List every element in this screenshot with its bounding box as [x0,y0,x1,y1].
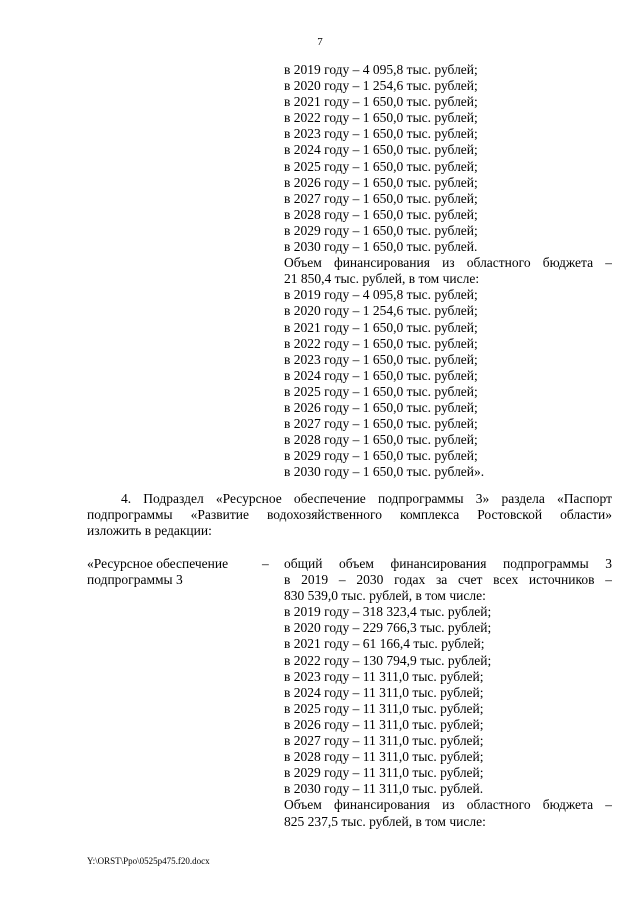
yearly-funding-line: в 2027 году – 1 650,0 тыс. рублей; [284,416,478,432]
label-dash: – [262,556,269,571]
regional-funding-heading-2: Объем финансирования из областного бюджета – [284,797,612,813]
yearly-funding-line: в 2029 году – 1 650,0 тыс. рублей; [284,448,478,464]
yearly-funding-line: в 2027 году – 11 311,0 тыс. рублей; [284,733,484,749]
yearly-funding-line: в 2021 году – 61 166,4 тыс. рублей; [284,636,485,652]
amendment-paragraph [87,491,612,539]
yearly-funding-line: в 2030 году – 11 311,0 тыс. рублей. [284,781,484,797]
funding-column-bottom [284,556,612,830]
yearly-funding-line: в 2022 году – 130 794,9 тыс. рублей; [284,652,492,668]
yearly-funding-line: в 2025 году – 1 650,0 тыс. рублей; [284,158,478,174]
yearly-funding-line: в 2028 году – 11 311,0 тыс. рублей; [284,749,484,765]
yearly-funding-line: в 2024 году – 11 311,0 тыс. рублей; [284,684,484,700]
yearly-funding-line: в 2020 году – 1 254,6 тыс. рублей; [284,78,478,94]
total-line-1: общий объем финансирования подпрограммы 3 [284,556,612,571]
yearly-funding-line: в 2019 году – 4 095,8 тыс. рублей; [284,62,478,77]
yearly-funding-line: в 2019 году – 4 095,8 тыс. рублей; [284,287,478,303]
resource-label-line-1: «Ресурсное обеспечение [87,556,229,571]
yearly-funding-line: в 2022 году – 1 650,0 тыс. рублей; [284,110,478,126]
yearly-funding-line: в 2023 году – 1 650,0 тыс. рублей; [284,126,478,142]
yearly-funding-line: в 2024 году – 1 650,0 тыс. рублей; [284,142,478,158]
regional-funding-total: 21 850,4 тыс. рублей, в том числе: [284,271,480,287]
yearly-funding-line: в 2020 году – 1 254,6 тыс. рублей; [284,303,478,319]
yearly-funding-line: в 2023 году – 1 650,0 тыс. рублей; [284,351,478,367]
yearly-funding-line: в 2020 году – 229 766,3 тыс. рублей; [284,620,492,636]
yearly-funding-line: в 2029 году – 1 650,0 тыс. рублей; [284,222,478,238]
yearly-funding-line: в 2021 году – 1 650,0 тыс. рублей; [284,94,478,110]
yearly-funding-line: в 2019 году – 318 323,4 тыс. рублей; [284,604,492,620]
yearly-funding-line: в 2023 году – 11 311,0 тыс. рублей; [284,668,484,684]
regional-funding-total-2: 825 237,5 тыс. рублей, в том числе: [284,813,486,829]
yearly-funding-line: в 2026 году – 1 650,0 тыс. рублей; [284,399,478,415]
yearly-funding-line: в 2030 году – 1 650,0 тыс. рублей. [284,239,478,255]
yearly-funding-line: в 2028 году – 1 650,0 тыс. рублей; [284,432,478,448]
yearly-funding-line: в 2025 году – 11 311,0 тыс. рублей; [284,700,484,716]
yearly-funding-line: в 2021 году – 1 650,0 тыс. рублей; [284,319,478,335]
yearly-funding-line: в 2026 году – 11 311,0 тыс. рублей; [284,716,484,732]
yearly-funding-line: в 2025 году – 1 650,0 тыс. рублей; [284,383,478,399]
paragraph-line-3: изложить в редакции: [87,523,212,539]
total-line-3: 830 539,0 тыс. рублей, в том числе: [284,588,486,604]
yearly-funding-line: в 2030 году – 1 650,0 тыс. рублей». [284,464,485,480]
yearly-funding-line: в 2027 году – 1 650,0 тыс. рублей; [284,190,478,206]
yearly-funding-list-2 [284,287,612,480]
yearly-funding-line: в 2029 году – 11 311,0 тыс. рублей; [284,765,484,781]
regional-funding-heading: Объем финансирования из областного бюджета – [284,255,612,271]
resource-label-line-2: подпрограммы 3 [87,572,183,588]
footer-file-path: Y:\ORST\Ppo\0525p475.f20.docx [87,856,210,866]
page-number: 7 [317,36,323,48]
yearly-funding-line: в 2022 году – 1 650,0 тыс. рублей; [284,335,478,351]
paragraph-line-1: 4. Подраздел «Ресурсное обеспечение подпрограммы 3» раздела «Паспорт [121,491,612,506]
yearly-funding-line: в 2024 году – 1 650,0 тыс. рублей; [284,367,478,383]
yearly-funding-list-1 [284,62,612,255]
yearly-funding-line: в 2026 году – 1 650,0 тыс. рублей; [284,174,478,190]
resource-label [87,556,228,588]
total-line-2: в 2019 – 2030 годах за счет всех источников – [284,572,612,588]
paragraph-line-2: подпрограммы «Развитие водохозяйственного комплекса Ростовской области» [87,507,612,523]
funding-column-top [284,62,612,480]
yearly-funding-line: в 2028 году – 1 650,0 тыс. рублей; [284,206,478,222]
yearly-funding-list-3 [284,604,612,797]
